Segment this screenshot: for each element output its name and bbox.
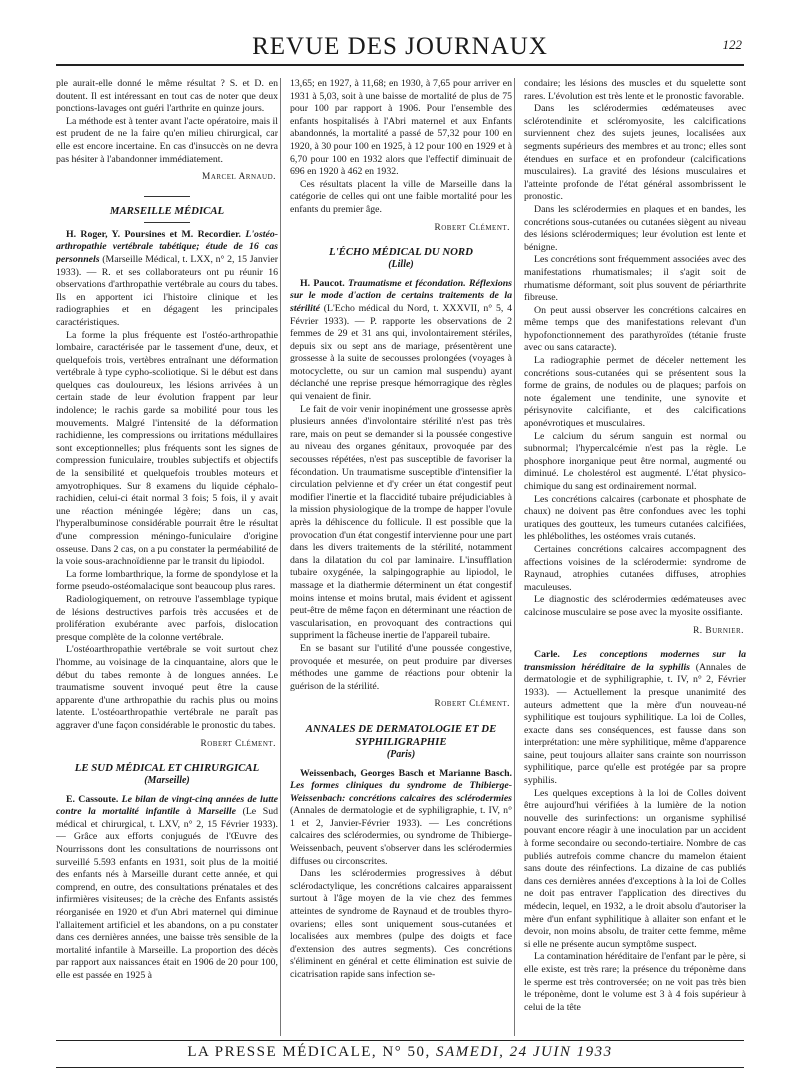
author-signature: Robert Clément. [434, 222, 510, 233]
article-entry [524, 649, 746, 788]
section-city: (Lille) [388, 259, 414, 271]
journal-name: LA PRESSE MÉDICALE, N° 50, [187, 1044, 431, 1060]
article-entry [290, 278, 512, 404]
footer-rule [56, 1040, 744, 1041]
paragraph: La méthode est à tenter avant l'acte opératoire, mais il est prudent de ne la faire qu'en milieu chirurgical, car elle est encore incertaine. En cas d'insuccès on ne devra pas hésiter à l'abandonner immédiatement. [56, 115, 278, 165]
article-reference: (Annales de dermatologie et de syphiligraphie, t. IV, n° 1 et 2, Janvier-Février 1933). — Les concrétions calcaires des sclérodermies, ou syndrome de Thibierge-Weissenbach, peuvent s'observer dans les sclérodermies diffuses ou circonscrites. [290, 805, 512, 867]
article-title: Les formes cliniques du syndrome de Thibierge-Weissenbach: concrétions calcaires des sclérodermies [290, 780, 512, 804]
article-authors: H. Roger, Y. Poursines et M. Recordier. [66, 228, 241, 240]
article-reference: (Annales de dermatologie et de syphiligraphie, t. IV, n° 2, Février 1933). — Actuellement la presque unanimité des auteurs admettent que la mère d'un nouveau-né syphilitique est toujours syphilitique. La loi de Colles, exacte dans ses conséquences, est fausse dans son interprétation: une mère syphilitique, même d'apparence saine, peut toujours allaiter sans crainte son nourrisson syphilitique, parce qu'elle est protégée par sa propre syphilis. [524, 661, 746, 787]
paragraph: La forme lombarthrique, la forme de spondylose et la forme pseudo-ostéomalacique sont beaucoup plus rares. [56, 568, 278, 593]
article-entry [290, 768, 512, 869]
article-authors: H. Paucot. [300, 277, 345, 289]
section-heading: ANNALES DE DERMATOLOGIE ET DE SYPHILIGRAPHIE [305, 722, 497, 748]
paragraph: La forme la plus fréquente est l'ostéo-arthropathie lombaire, caractérisée par le tassement d'une, deux, et quelquefois trois, vertèbres entraînant une déformation vertébrale à type cypho-scoliotique. Si le début est dans quelques cas douloureux, les lésions arrivées à un certain stade de leur évolution frappent par leur indolence; le rachis garde sa mobilité pour tous les mouvements. Malgré l'intensité de la déformation rachidienne, les compressions ou irritations médullaires sont exceptionnelles; plus fréquents sont les signes de compression funiculaire, troubles subjectifs et objectifs de la sensibilité et quelquefois troubles moteurs et amyotrophiques. Sur 8 examens du liquide céphalo-rachidien, celui-ci était normal 3 fois; 5 fois, il y avait une réaction méningée légère; dans un cas, l'hyperalbuminose considérable pourrait être le résultat d'une compression méningo-funiculaire d'origine osseuse. Dans 2 cas, on a pu constater la perméabilité de la voie sous-arachnoïdienne par le transit du lipiodol. [56, 329, 278, 568]
column-2 [280, 78, 512, 1036]
column-3 [514, 78, 746, 1036]
paragraph: Les quelques exceptions à la loi de Colles doivent être aujourd'hui vérifiées à la lumière de la notion nouvelle des surinfections: un organisme syphilisé pouvant encore réagir à une inoculation par un accident à forme secondaire ou secondo-tertiaire. Nombre de cas publiés autrefois comme chancre du mamelon étaient sans doute des réinfections. La dizaine de cas publiés dans ces dernières années d'exceptions à la loi de Colles ne doit pas entraver l'application des directives du médecin, lequel, en 1932, a le droit absolu d'autoriser la mère d'un enfant syphilitique à allaiter son enfant et le devoir, non moins absolu, de traiter cette femme, même si elle ne présente aucun symptôme suspect. [524, 787, 746, 950]
header-rule [56, 64, 744, 66]
author-signature: Robert Clément. [200, 738, 276, 749]
paragraph: La radiographie permet de déceler nettement les concrétions sous-cutanées qui se présentent sous la forme de grains, de nodules ou de plaques; parfois on note également une tendinite, une synovite et périsynovite calcifiante, et des calcifications aponévrotiques et musculaires. [524, 355, 746, 430]
section-heading: MARSEILLE MÉDICAL [109, 204, 225, 217]
paragraph: Les concrétions calcaires (carbonate et phosphate de chaux) ne doivent pas être confondues avec les tophi uratiques des goutteux, les tumeurs cutanées calcifiées, les phlébolithes, les ostéomes vrais cutanés. [524, 493, 746, 543]
paragraph: Ces résultats placent la ville de Marseille dans la catégorie de celles qui ont une faible mortalité pour les enfants du premier âge. [290, 178, 512, 215]
column-1 [56, 78, 278, 1036]
footer-line [56, 1044, 744, 1061]
paragraph: Le fait de voir venir inopinément une grossesse après plusieurs années d'involontaire stérilité n'est pas très rare, mais on peut se demander si la poussée congestive au niveau des organes génitaux, provoquée par des secousses répétées, n'est pas susceptible de favoriser la fécondation. Un traumatisme susceptible d'intensifier la circulation pelvienne et d'y créer un état congestif peut modifier l'inertie et la flaccidité tubaire préjudiciables à la mission physiologique de la trompe de happer l'ovule après la déhiscence du follicule. Il est possible que la provocation d'un état congestif intervienne pour une part dans les divers traitements de la stérilité, notamment dans la dilatation du col par laminaire. L'insufflation tubaire oxygénée, la salpingographie au lipiodol, le massage et la diathermie déterminent un état congestif moins intense et moins brutal, mais évident et agissent peut-être de même façon en déterminant une réaction de vascularisation, en provoquant des contractions qui suppriment la fâcheuse inertie de l'appareil tubaire. [290, 403, 512, 642]
author-signature: Robert Clément. [434, 699, 510, 710]
footer-rule [56, 1067, 744, 1068]
article-entry [56, 794, 278, 983]
paragraph: Radiologiquement, on retrouve l'assemblage typique de lésions destructives parfois très accusées et de prolifération exubérante avec parfois, dislocation presque complète de la colonne vertébrale. [56, 593, 278, 643]
article-authors: Weissenbach, Georges Basch et Marianne Basch. [300, 767, 512, 779]
author-signature: Marcel Arnaud. [202, 172, 276, 183]
article-authors: Carle. [534, 649, 560, 661]
paragraph: Dans les sclérodermies en plaques et en bandes, les concrétions sous-cutanées ou cutanées siègent au niveau des lésions sclérodermiques; leur évolution est lente et bénigne. [524, 203, 746, 253]
paragraph: On peut aussi observer les concrétions calcaires en même temps que des manifestations relevant d'un hypofonctionnement des parathyroïdes (tétanie fruste avec ou sans cataracte). [524, 304, 746, 354]
issue-date: SAMEDI, 24 JUIN 1933 [435, 1044, 613, 1060]
section-city: (Paris) [386, 748, 416, 760]
section-heading: LE SUD MÉDICAL ET CHIRURGICAL [74, 762, 260, 775]
paragraph: ple aurait-elle donné le même résultat ? S. et D. en doutent. Il est intéressant en tout cas de noter que deux ponctions-lavages ont guéri l'arthrite en quinze jours. [56, 78, 278, 115]
paragraph: Dans les sclérodermies progressives à début sclérodactylique, les concrétions calcaires apparaissent surtout à l'âge moyen de la vie chez des femmes atteintes de syndrome de Raynaud et de troubles thyro-ovariens; elles sont uniquement sous-cutanées et localisées aux membres (pulpe des doigts et face d'extension des autres segments). Ces concrétions s'éliminent en général et cette élimination est suivie de cicatrisation rapide sans infection se- [290, 868, 512, 980]
section-divider [144, 196, 190, 197]
author-signature: R. Burnier. [693, 625, 744, 636]
running-title: REVUE DES JOURNAUX [252, 33, 548, 60]
article-title: Le bilan de vingt-cinq années de lutte contre la mortalité infantile à Marseille [56, 793, 278, 818]
article-authors: E. Cassoute. [66, 793, 119, 805]
article-title: Traumatisme et fécondation. Réflexions sur le mode d'action de certains traitements de la stérilité [290, 277, 512, 314]
paragraph: L'ostéoarthropathie vertébrale se voit surtout chez l'homme, au voisinage de la cinquantaine, alors que le début du tabes remonte à de longues années. Le traumatisme souvent invoqué peut être la cause apparente d'une arthropathie du rachis plus ou moins latente. L'ostéoarthropathie vertébrale ne paraît pas aggraver d'une façon considérable le pronostic du tabes. [56, 644, 278, 731]
article-reference: (Marseille Médical, t. LXX, n° 2, 15 Janvier 1933). — R. et ses collaborateurs ont pu réunir 16 observations d'arthropathie vertébrale au cours du tabes. Ils en apportent ici l'histoire clinique et les radiographies et en dégagent les principales caractéristiques. [56, 253, 278, 328]
section-divider [144, 222, 190, 223]
page-footer [56, 1040, 744, 1070]
paragraph: Le calcium du sérum sanguin est normal ou subnormal; l'hypercalcémie n'est pas la règle. Le phosphore inorganique peut être normal, augmenté ou diminué. Le cholestérol est augmenté. L'état physico-chimique du sang est ordinairement normal. [524, 430, 746, 492]
page-header [56, 32, 744, 66]
paragraph: Le diagnostic des sclérodermies œdémateuses avec calcinose musculaire se pose avec la myosite ossifiante. [524, 594, 746, 618]
article-reference: (L'Echo médical du Nord, t. XXXVII, n° 5, 4 Février 1933). — P. rapporte les observations de 2 femmes de 29 et 31 ans qui, involontairement stériles, depuis six ou sept ans de mariage, présentèrent une grossesse à la suite de secousses prolongées (voyages à motocyclette, ou sur un camion mal suspendu) ayant déclanché une reprise presque hémorragique des règles qui venaient de finir. [290, 302, 512, 403]
page-number: 122 [722, 37, 742, 52]
text-columns [56, 78, 746, 1036]
paragraph: Les concrétions sont fréquemment associées avec des manifestations rhumatismales; il s'agit soit de rhumatisme déformant, soit plus souvent de périarthrite fibreuse. [524, 254, 746, 304]
paragraph: Certaines concrétions calcaires accompagnent des affections voisines de la sclérodermie: syndrome de Raynaud, atrophies cutanées diffuses, atrophies maculeuses. [524, 543, 746, 593]
paragraph: Dans les sclérodermies œdémateuses avec sclérotendinite et scléromyosite, les calcifications surviennent chez des sujets jeunes, localisées aux segments supérieurs des membres et au tronc; elles sont étendues en surface et en profondeur (calcifications musculaires). La gravité des lésions musculaires et l'atteinte profonde de l'état général assombrissent le pronostic. [524, 103, 746, 203]
article-entry [56, 229, 278, 330]
paragraph: En se basant sur l'utilité d'une poussée congestive, provoquée et mesurée, on peut produire par diverses méthodes une gamme de réactions pour obtenir la guérison de la stérilité. [290, 642, 512, 692]
paragraph: condaire; les lésions des muscles et du squelette sont rares. L'évolution est très lente et le pronostic favorable. [524, 78, 746, 102]
article-title: L'ostéo-arthropathie vertébrale tabétique; étude de 16 cas personnels [56, 228, 278, 265]
article-reference: (Le Sud médical et chirurgical, t. LXV, n° 2, 15 Février 1933). — Grâce aux efforts conjugués de l'Œuvre des Nourrissons dont les consultations de nourrissons ont surveillé 5.593 enfants en 1931, soit plus de la moitié des enfants nés à Marseille durant cette année, et qui comprend, en outre, des consultations prénatales et des infirmières visiteuses; de la crèche des Enfants assistés réorganisée en 1920 et d'un Abri maternel qui diminue l'allaitement artificiel et les abandons, on a pu constater dans ces dernières années, une baisse très sensible de la mortalité infantile à Marseille. La proportion des décès par rapport aux naissances était en 1906 de 20 pour 100, elle est passée en 1925 à [56, 806, 278, 981]
section-heading: L'ÉCHO MÉDICAL DU NORD [329, 246, 473, 259]
article-title: Les conceptions modernes sur la transmission héréditaire de la syphilis [524, 649, 746, 673]
section-city: (Marseille) [144, 775, 190, 787]
paragraph: La contamination héréditaire de l'enfant par le père, si elle existe, est très rare; la présence du tréponème dans le sperme est très controversée; on ne voit pas très bien le tréponème, dont le volume est 3 à 4 fois supérieur à celui de la tête [524, 951, 746, 1013]
paragraph: 13,65; en 1927, à 11,68; en 1930, à 7,65 pour arriver en 1931 à 5,03, soit à une baisse de mortalité de plus de 75 pour 100 par rapport à 1906. Pour l'ensemble des enfants hospitalisés à l'Abri maternel et aux Enfants abandonnés, la mortalité a passé de 57,32 pour 100 en 1920, à 30 pour 100 en 1925, à 12 pour 100 en 1929 et à 6,70 pour 100 en 1932 alors que l'effectif diminuait de 696 en 1920 à 462 en 1932. [290, 78, 512, 178]
